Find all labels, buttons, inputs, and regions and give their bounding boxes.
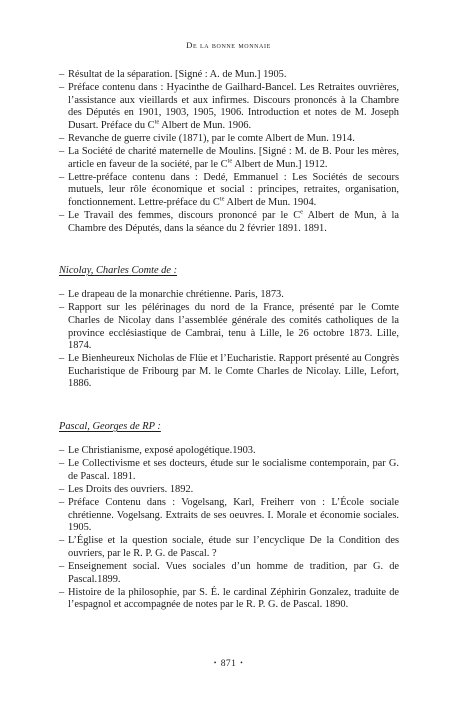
list-item: – La Société de charité maternelle de Moulins. [Signé : M. de B. Pour les mères, article en faveur de la société, par le $C^{te}$ Albert de Mun.] 1912.: [59, 146, 399, 171]
entry-list-mun: [59, 69, 399, 235]
list-item: – Résultat de la séparation. [Signé : A. de Mun.] 1905.: [59, 69, 399, 82]
entry-list-pascal: [59, 445, 399, 612]
page-number: [0, 658, 457, 669]
section-title-pascal: Pascal, Georges de RP :: [59, 420, 161, 432]
list-item: – Le Travail des femmes, discours prononcé par le Ce Albert de Mun, à la Chambre des Députés, dans la séance du 2 février 1891. 1891.: [59, 210, 399, 235]
list-item: – Préface Contenu dans : Vogelsang, Karl, Freiherr von : L’École sociale chrétienne. Vogelsang. Extraits de ses oeuvres. I. Morale et économie sociales. 1905.: [59, 497, 399, 535]
list-item: – Le Bienheureux Nicholas de Flüe et l’Eucharistie. Rapport présenté au Congrès Eucharistique de Fribourg par M. le Comte Charles de Nicolay. Lille, Lefort, 1886.: [59, 353, 399, 391]
section-title-nicolay: Nicolay, Charles Comte de :: [59, 264, 178, 276]
list-item: – Revanche de guerre civile (1871), par le comte Albert de Mun. 1914.: [59, 133, 399, 146]
list-item: – Enseignement social. Vues sociales d’un homme de tradition, par G. de Pascal.1899.: [59, 561, 399, 586]
list-item: – L’Église et la question sociale, étude sur l’encyclique De la Condition des ouvriers, par le R. P. G. de Pascal. ?: [59, 535, 399, 560]
list-item: – Histoire de la philosophie, par S. É. le cardinal Zéphirin Gonzalez, traduite de l’espagnol et accompagnée de notes par le R. P. G. de Pascal. 1890.: [59, 587, 399, 612]
list-item: – Les Droits des ouvriers. 1892.: [59, 484, 399, 497]
list-item: – Le drapeau de la monarchie chrétienne. Paris, 1873.: [59, 289, 399, 302]
bullet-icon: •: [213, 659, 217, 667]
list-item: – Le Collectivisme et ses docteurs, étude sur le socialisme contemporain, par G. de Pascal. 1891.: [59, 458, 399, 483]
list-item: – Le Christianisme, exposé apologétique.1903.: [59, 445, 399, 458]
list-item: – Lettre-préface contenu dans : Dedé, Emmanuel : Les Sociétés de secours mutuels, leur rôle économique et social : principes, retraites, organisation, fonctionnement. Lettre-préface du $C^{te}$ Albert de Mun. 1904.: [59, 172, 399, 210]
bullet-icon: •: [240, 659, 244, 667]
running-head: De la bonne monnaie: [186, 40, 271, 50]
list-item: – Préface contenu dans : Hyacinthe de Gailhard-Bancel. Les Retraites ouvrières, l’assistance aux vieillards et aux infirmes. Discours prononcés à la Chambre des Députés en 1901, 1903, 1905, 1906. Introduction et notes de M. Joseph Dusart. Préface du $C^{te}$ Albert de Mun. 1906.: [59, 82, 399, 132]
entry-list-nicolay: [59, 289, 399, 391]
page-body: [59, 69, 399, 612]
page-number-value: 871: [220, 658, 237, 669]
list-item: – Rapport sur les pélérinages du nord de la France, présenté par le Comte Charles de Nicolay dans l’assemblée générale des comités catholiques de la province ecclésiastique de Cambrai, tenu à Lille, le 26 octobre 1873. Lille, 1874.: [59, 302, 399, 352]
